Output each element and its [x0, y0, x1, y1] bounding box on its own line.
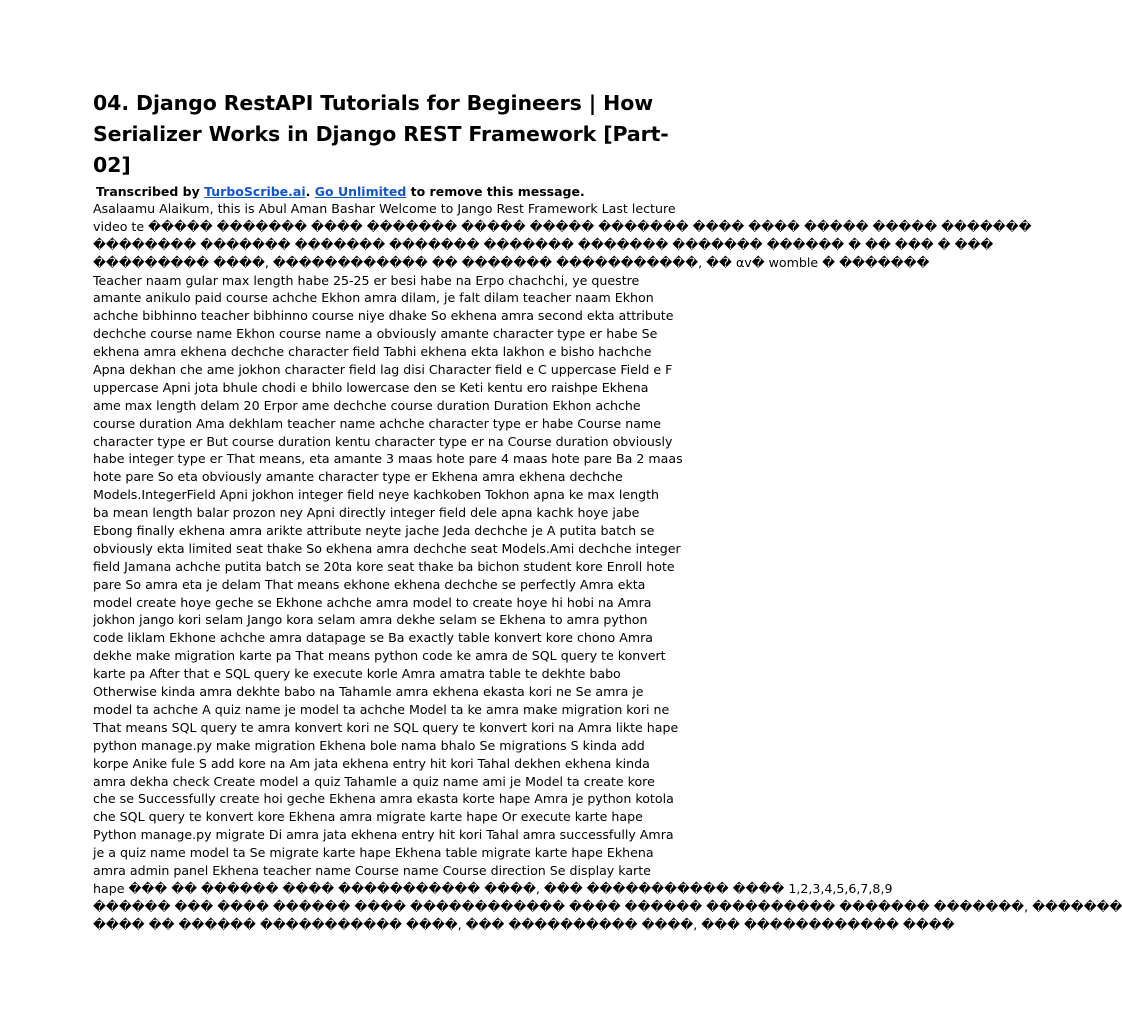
transcript-line: Models.IntegerField Apni jokhon integer field neye kachkoben Tokhon apna ke max length — [93, 487, 659, 503]
transcript-body — [93, 200, 1122, 934]
transcript-line: habe integer type er That means, eta amante 3 maas hote pare 4 maas hote pare Ba 2 maas — [93, 451, 683, 467]
transcript-line: character type er But course duration kentu character type er na Course duration obviously — [93, 433, 673, 449]
transcript-line: achche bibhinno teacher bibhinno course niye dhake So ekhena amra second ekta attribute — [93, 308, 674, 324]
transcript-line: ��������� ����, ������������ �� ������� �����������, �� αv� womble � ������� — [93, 254, 930, 270]
transcript-line: video te ����� ������� ���� ������� ����� ����� ������� ���� ���� ����� ����� ������� — [93, 218, 1032, 234]
transcript-line: dechche course name Ekhon course name a obviously amante character type er habe Se — [93, 326, 658, 342]
transcript-line: korpe Anike fule S add kore na Am jata ekhena entry hit kori Tahal dekhen ekhena kinda — [93, 755, 650, 771]
transcript-line: amante anikulo paid course achche Ekhon amra dilam, je falt dilam teacher naam Ekhon — [93, 290, 654, 306]
transcript-line: ame max length delam 20 Erpor ame dechche course duration Duration Ekhon achche — [93, 397, 641, 413]
transcript-line: Python manage.py migrate Di amra jata ekhena entry hit kori Tahal amra successfully Amra — [93, 827, 674, 843]
transcript-line: hote pare So eta obviously amante character type er Ekhena amra ekhena dechche — [93, 469, 623, 485]
transcript-line: Otherwise kinda amra dekhte babo na Tahamle amra ekhena ekasta kori ne Se amra je — [93, 684, 644, 700]
transcript-line: code liklam Ekhone achche amra datapage se Ba exactly table konvert kore chono Amra — [93, 630, 654, 646]
transcript-line: course duration Ama dekhlam teacher name achche character type er habe Course name — [93, 415, 661, 431]
transcript-line: Apna dekhan che ame jokhon character field lag disi Character field e C uppercase Field e F — [93, 362, 673, 378]
document-title: 04. Django RestAPI Tutorials for Begineers | How Serializer Works in Django REST Framework [Part-02] — [93, 91, 669, 177]
transcript-line: che SQL query te konvert kore Ekhena amra migrate karte hape Or execute karte hape — [93, 809, 643, 825]
transcript-line: Teacher naam gular max length habe 25-25 er besi habe na Erpo chachchi, ye questre — [93, 272, 640, 288]
transcription-credit — [96, 184, 703, 200]
transcript-line: �������� ������� ������� ������� ������� ������� ������� ������ � �� ��� � ��� — [93, 236, 994, 252]
transcript-line: pare So amra eta je delam That means ekhone ekhena dechche se perfectly Amra ekta — [93, 576, 646, 592]
transcript-line: model create hoye geche se Ekhone achche amra model to create hoye hi hobi na Amra — [93, 594, 652, 610]
transcript-line: amra admin panel Ekhena teacher name Course name Course direction Se display karte — [93, 862, 651, 878]
transcript-line: python manage.py make migration Ekhena bole nama bhalo Se migrations S kinda add — [93, 737, 645, 753]
transcript-line: obviously ekta limited seat thake So ekhena amra dechche seat Models.Ami dechche integer — [93, 540, 681, 556]
document-page — [93, 88, 1122, 934]
transcript-line: je a quiz name model ta Se migrate karte hape Ekhena table migrate karte hape Ekhena — [93, 845, 654, 861]
transcript-line: hape ��� �� ������ ���� ����������� ����, ��� ����������� ���� 1,2,3,4,5,6,7,8,9 — [93, 880, 893, 896]
transcript-line: uppercase Apni jota bhule chodi e bhilo lowercase den se Keti kentu ero raishpe Ekhena — [93, 379, 649, 395]
credit-separator: . — [305, 184, 315, 199]
credit-prefix: Transcribed by — [96, 184, 205, 199]
transcript-line: che se Successfully create hoi geche Ekhena amra ekasta korte hape Amra je python kotola — [93, 791, 674, 807]
transcript-line: model ta achche A quiz name je model ta achche Model ta ke amra make migration kori ne — [93, 701, 670, 717]
transcript-line: amra dekha check Create model a quiz Tahamle a quiz name ami je Model ta create kore — [93, 773, 655, 789]
transcript-line: ���� �� ������ ����������� ����, ��� ���������� ����, ��� ������������ ���� — [93, 916, 955, 932]
transcript-line: field Jamana achche putita batch se 20ta kore seat thake ba bichon student kore Enroll hote — [93, 558, 675, 574]
transcript-line: Asalaamu Alaikum, this is Abul Aman Bashar Welcome to Jango Rest Framework Last lecture — [93, 201, 676, 216]
transcript-line: ekhena amra ekhena dechche character field Tabhi ekhena ekta lakhon e bisho hachche — [93, 344, 652, 360]
transcript-line: ba mean length balar prozon ney Apni directly integer field dele apna kachk hoye jabe — [93, 505, 640, 521]
transcript-line: jokhon jango kori selam Jango kora selam amra dekhe selam se Ekhena to amra python — [93, 612, 648, 628]
transcript-line: That means SQL query te amra konvert kori ne SQL query te konvert kori na Amra likte hape — [93, 719, 679, 735]
transcript-line: Ebong finally ekhena amra arikte attribute neyte jache Jeda dechche je A putita batch se — [93, 523, 655, 539]
transcript-line: karte pa After that e SQL query ke execute korle Amra amatra table te dekhte babo — [93, 666, 621, 682]
transcript-line: dekhe make migration karte pa That means python code ke amra de SQL query te konvert — [93, 648, 666, 664]
transcript-line: ������ ��� ���� ������ ���� ������������ ���� ������ ���������� ������� �������, ������� — [93, 898, 1122, 914]
go-unlimited-link[interactable]: Go Unlimited — [314, 184, 407, 199]
turboscribe-link[interactable]: TurboScribe.ai — [204, 184, 306, 199]
credit-suffix: to remove this message. — [406, 184, 585, 199]
